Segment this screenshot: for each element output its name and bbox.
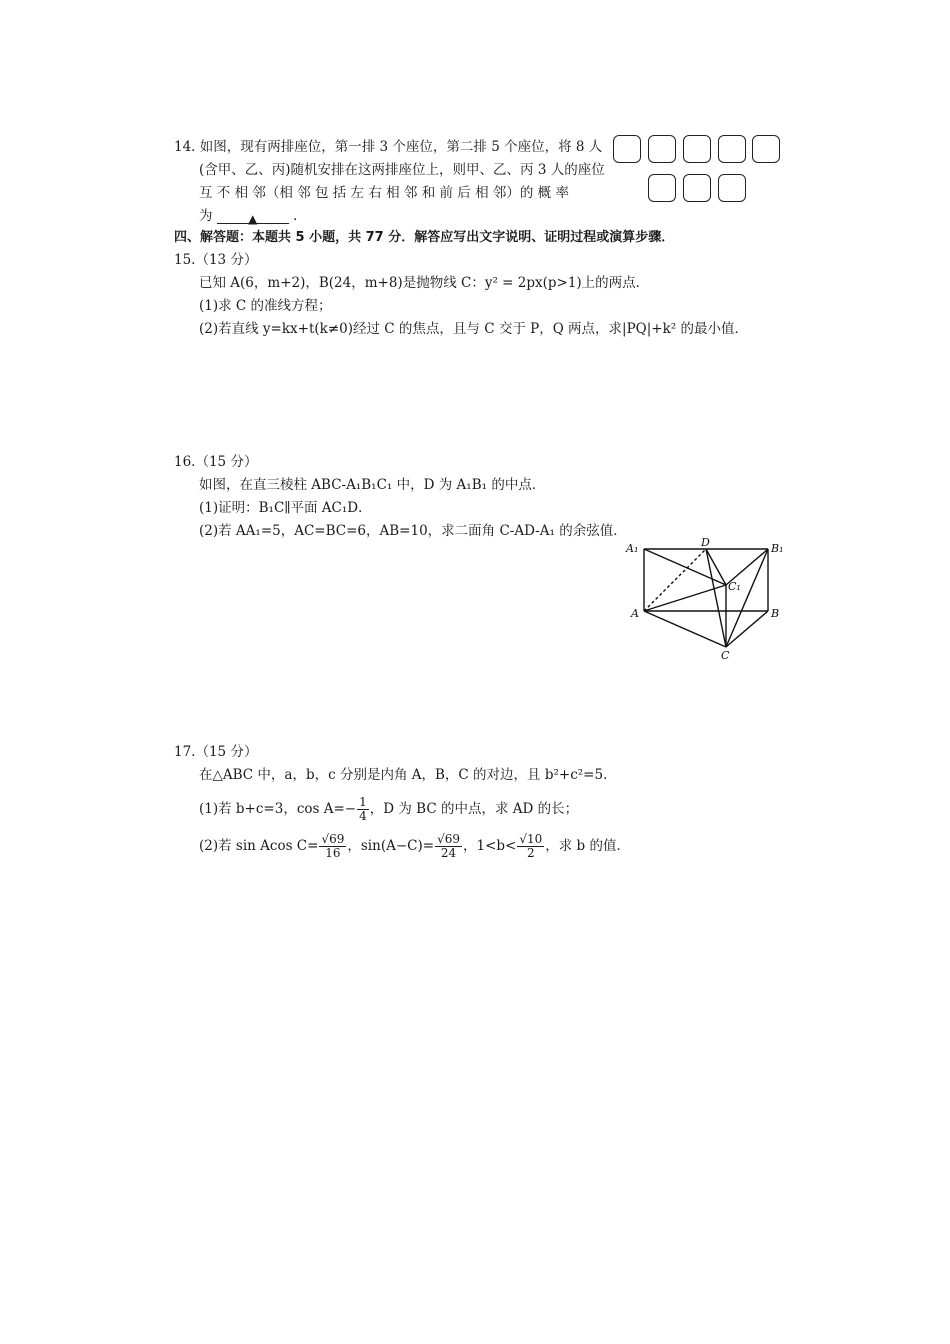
q17-part2-mid: ，sin(A−C)= [347,838,435,854]
q15-stem: 已知 A(6，m+2)，B(24，m+8)是抛物线 C：y² = 2px(p>1)上的两点． [199,275,650,291]
fraction-denominator: 4 [359,809,367,823]
seat-row1-2 [648,135,676,163]
label-b: B [771,607,780,620]
seat-row1-4 [718,135,746,163]
fraction-numerator: √69 [321,832,345,846]
fraction-numerator: √10 [519,832,543,846]
fraction-denominator: 2 [526,846,535,860]
label-b1: B₁ [771,542,784,555]
edge-a-c [644,611,726,647]
q17-part2-mid2: ，1<b< [462,838,517,854]
q15-part1: (1)求 C 的准线方程； [199,298,332,314]
q16-part1: (1)证明：B₁C∥平面 AC₁D． [199,500,372,516]
fraction-one-quarter [357,796,369,823]
label-c: C [721,649,730,662]
fraction-numerator: 1 [359,795,367,809]
label-d: D [701,536,710,549]
q15-header: 15.（13 分） [174,252,258,268]
label-a1: A₁ [626,542,639,555]
seat-row2-3 [718,174,746,202]
q14-line2: (含甲、乙、丙)随机安排在这两排座位上，则甲、乙、丙 3 人的座位 [199,162,605,178]
fraction-sqrt10-over-2 [517,833,544,860]
q14-line4 [199,206,307,226]
fraction-numerator: √69 [437,832,460,846]
q17-part2 [199,832,630,860]
seat-row1-1 [613,135,641,163]
q14-line4-suffix: ． [293,208,307,224]
answer-blank [217,209,289,224]
q15-part2: (2)若直线 y=kx+t(k≠0)经过 C 的焦点，且与 C 交于 P，Q 两点，求|PQ|+k² 的最小值． [199,321,748,337]
fraction-sqrt69-over-24 [435,833,462,860]
segment-d-c [706,549,726,647]
edge-b-c [726,611,768,647]
q17-header: 17.（15 分） [174,744,258,760]
seat-row2-2 [683,174,711,202]
seat-row1-3 [683,135,711,163]
section4-heading: 四、解答题：本题共 5 小题，共 77 分．解答应写出文字说明、证明过程或演算步骤． [174,230,675,245]
q17-part1-prefix: (1)若 b+c=3，cos A=− [199,801,357,817]
q17-part2-suffix: ，求 b 的值． [545,838,630,854]
seat-row1-5 [752,135,780,163]
q16-header: 16.（15 分） [174,454,258,470]
edge-a1-c1 [644,549,726,585]
segment-b1-c [726,549,768,647]
fraction-sqrt69-over-16 [319,833,346,860]
label-c1: C₁ [728,580,741,593]
q14-line1: 14. 如图，现有两排座位，第一排 3 个座位，第二排 5 个座位，将 8 人 [174,139,603,155]
q16-stem: 如图，在直三棱柱 ABC-A₁B₁C₁ 中，D 为 A₁B₁ 的中点． [199,477,546,493]
triangle-icon: ▲ [248,212,258,226]
seat-row2-1 [648,174,676,202]
q16-part2: (2)若 AA₁=5，AC=BC=6，AB=10，求二面角 C-AD-A₁ 的余弦值． [199,523,627,539]
q17-part2-prefix: (2)若 sin Acos C= [199,838,319,854]
prism-figure [620,535,790,665]
fraction-denominator: 24 [440,846,457,860]
label-a: A [631,607,639,620]
q17-stem: 在△ABC 中，a，b，c 分别是内角 A，B，C 的对边，且 b²+c²=5． [199,767,617,783]
q17-part1-suffix: ，D 为 BC 的中点，求 AD 的长； [369,801,579,817]
q17-part1 [199,795,578,823]
fraction-denominator: 16 [325,846,341,860]
q14-line4-prefix: 为 [199,208,213,224]
q14-line3: 互 不 相 邻（相 邻 包 括 左 右 相 邻 和 前 后 相 邻）的 概 率 [199,185,569,201]
